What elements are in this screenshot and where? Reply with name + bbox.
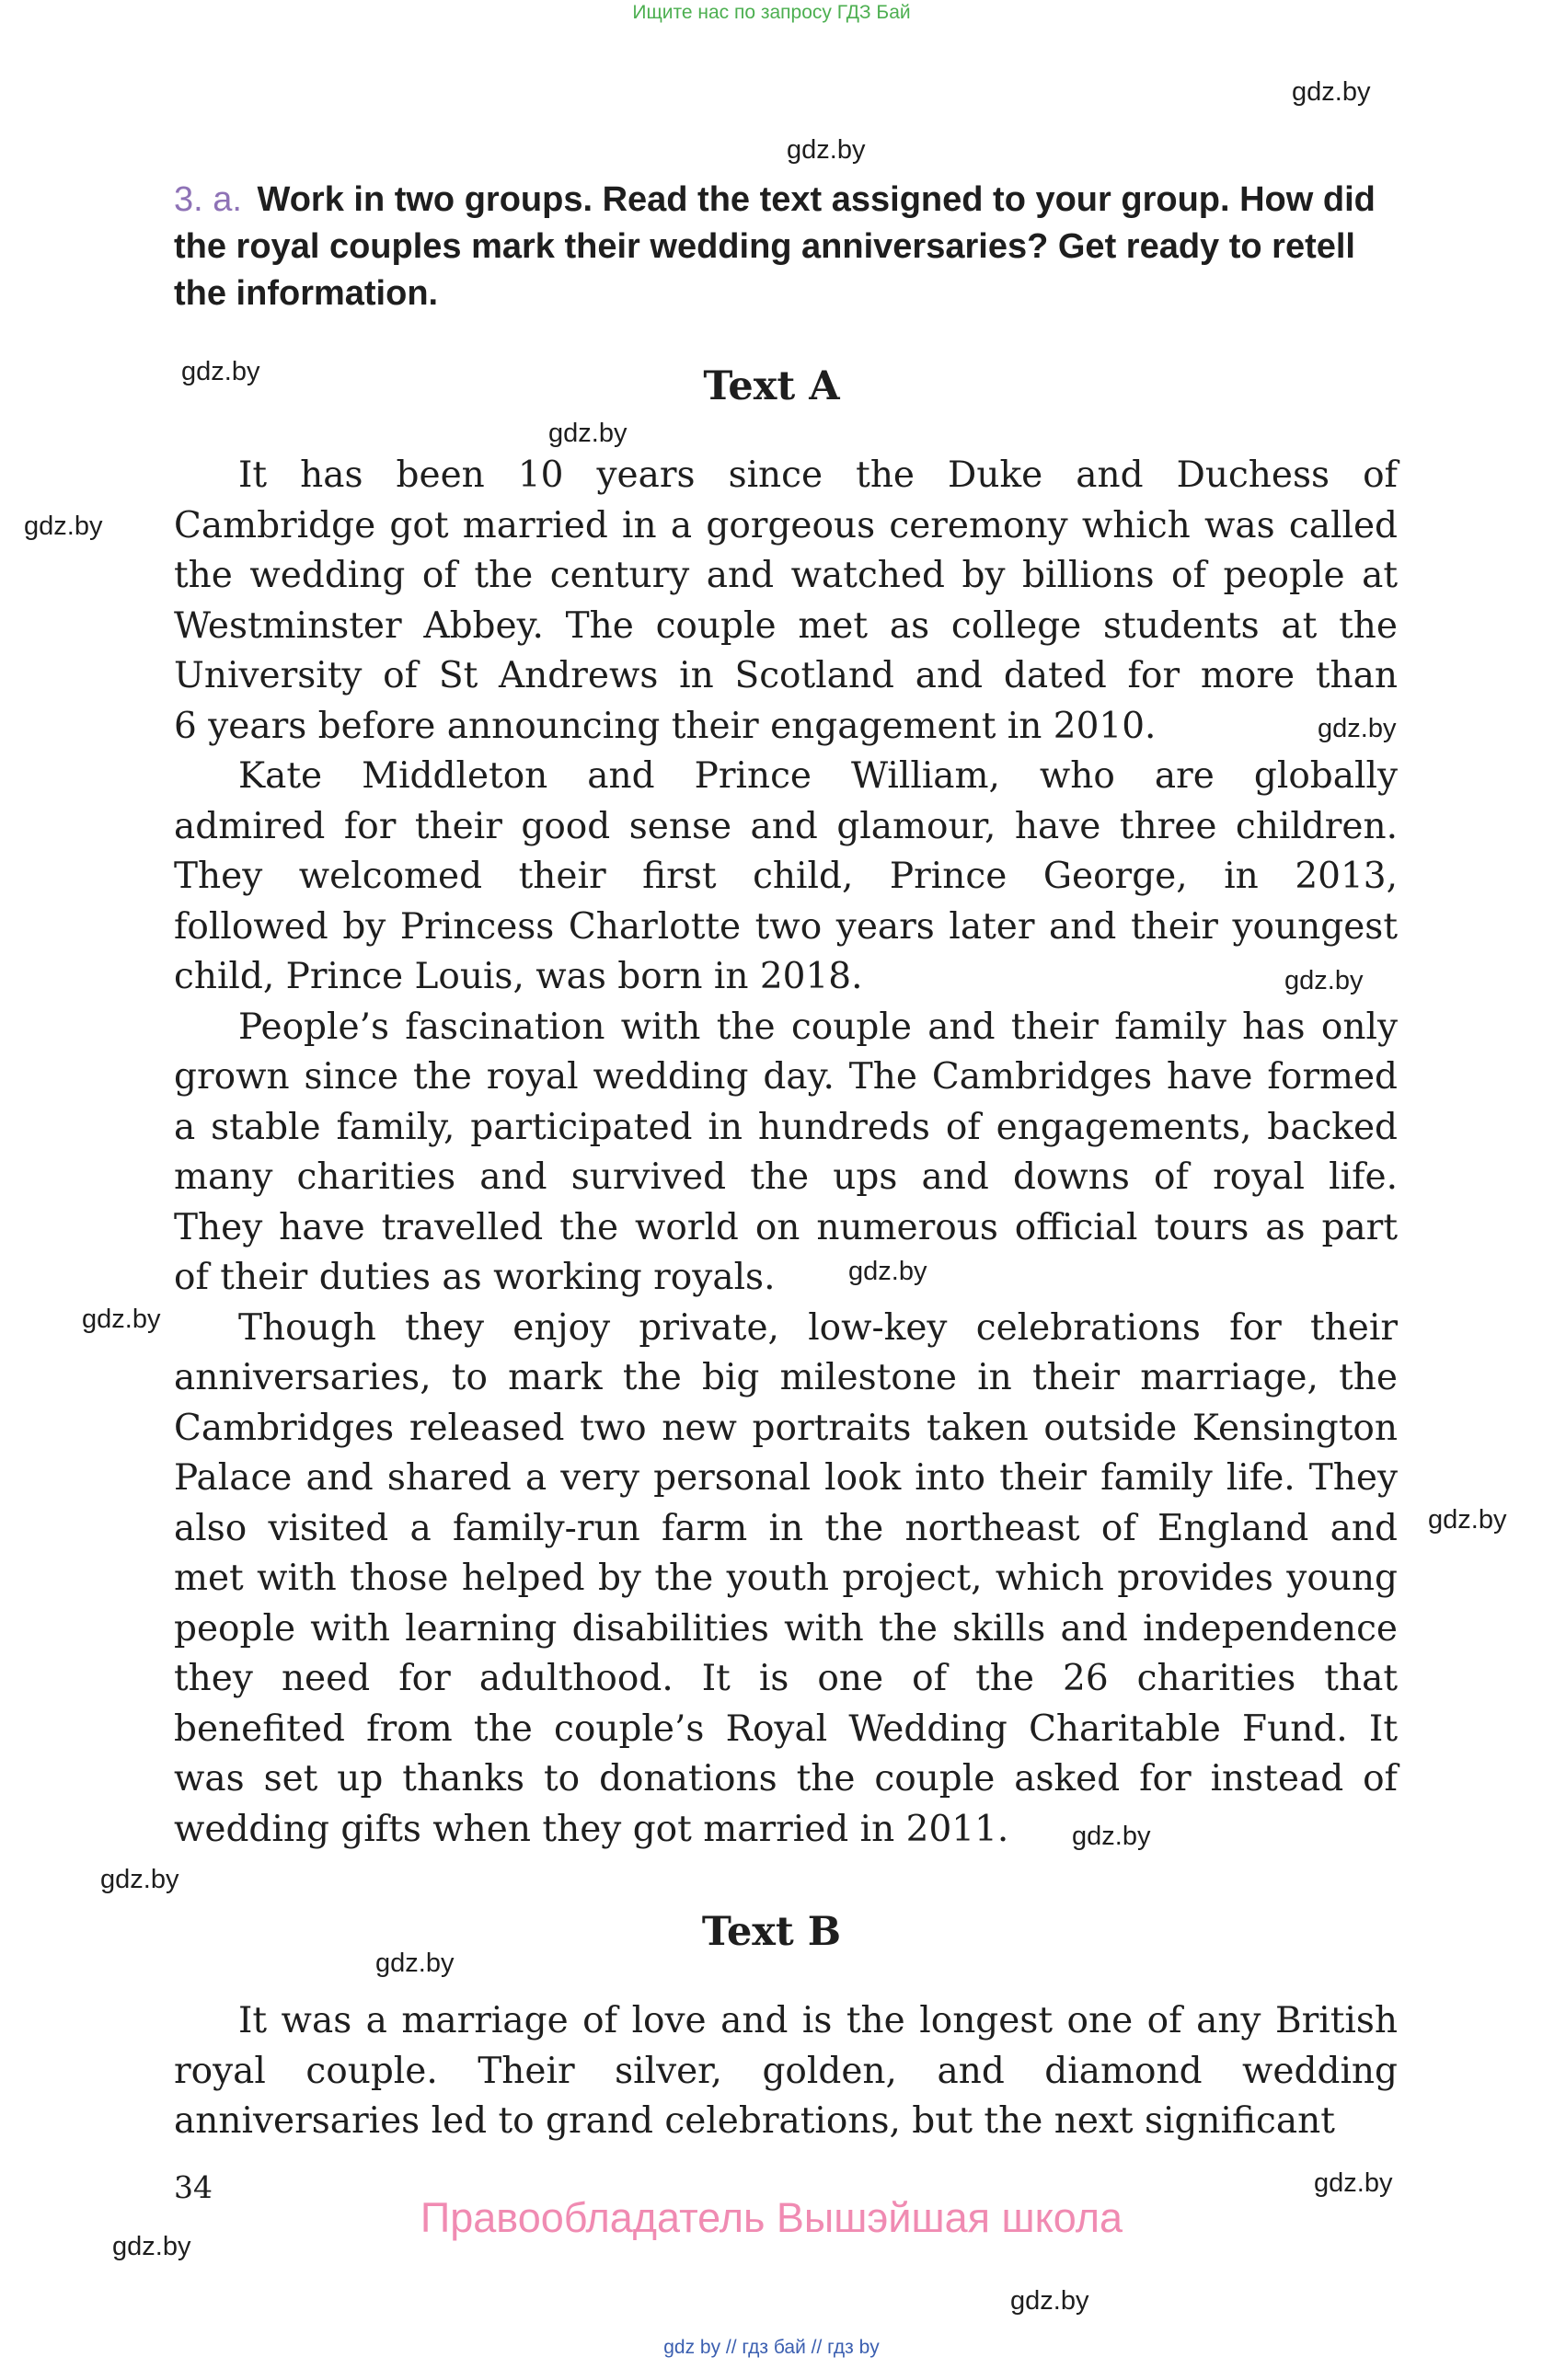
paragraph-line: child, Prince Louis, was born in 2018.: [174, 956, 863, 997]
text-a-body: [174, 451, 1398, 1855]
paragraph-line: Cambridges released two new portraits taken outside Kensington: [174, 1407, 1398, 1449]
paragraph-line: anniversaries led to grand celebrations, but the next significant: [174, 2100, 1335, 2142]
text-b-heading: Text B: [701, 1909, 842, 1955]
paragraph-line: admired for their good sense and glamour, have three children.: [174, 805, 1398, 847]
watermark: gdz.by: [24, 512, 103, 541]
watermark: gdz.by: [848, 1257, 927, 1286]
paragraph-line: Kate Middleton and Prince William, who are globally: [238, 755, 1398, 797]
paragraph-line: benefited from the couple’s Royal Wedding Charitable Fund. It: [174, 1707, 1398, 1750]
rights-holder: Правообладатель Вышэйшая школа: [420, 2194, 1123, 2241]
paragraph-line: anniversaries, to mark the big milestone in their marriage, the: [174, 1357, 1398, 1398]
paragraph-line: the wedding of the century and watched by billions of people at: [174, 555, 1398, 596]
text-b-body: [174, 1996, 1398, 2147]
page-number: 34: [174, 2169, 213, 2205]
watermark: gdz.by: [787, 135, 866, 165]
watermark: gdz.by: [82, 1305, 161, 1334]
watermark: gdz.by: [100, 1865, 179, 1894]
paragraph-line: Palace and shared a very personal look into their family life. They: [174, 1457, 1398, 1499]
paragraph-line: Though they enjoy private, low-key celebrations for their: [238, 1306, 1398, 1349]
paragraph-line: a stable family, participated in hundreds of engagements, backed: [174, 1106, 1398, 1148]
task-instruction: [174, 177, 1398, 317]
paragraph-line: It was a marriage of love and is the longest one of any British: [238, 2000, 1398, 2041]
paragraph-line: grown since the royal wedding day. The Cambridges have formed: [174, 1056, 1398, 1098]
paragraph-line: wedding gifts when they got married in 2011.: [174, 1808, 1009, 1850]
paragraph-line: They welcomed their first child, Prince George, in 2013,: [174, 856, 1398, 897]
paragraph-line: many charities and survived the ups and downs of royal life.: [174, 1156, 1398, 1198]
watermark: gdz.by: [548, 419, 628, 448]
paragraph-line: followed by Princess Charlotte two years later and their youngest: [174, 905, 1398, 948]
paragraph-line: met with those helped by the youth project, which provides young: [174, 1558, 1398, 1599]
paragraph-line: of their duties as working royals.: [174, 1257, 776, 1298]
watermark: gdz.by: [375, 1949, 455, 1978]
paragraph-line: also visited a family-run farm in the northeast of England and: [174, 1507, 1398, 1549]
paragraph-line: was set up thanks to donations the couple asked for instead of: [174, 1758, 1398, 1799]
paragraph-line: University of St Andrews in Scotland and dated for more than: [174, 655, 1398, 696]
text-a-heading: Text A: [703, 363, 840, 409]
watermark: gdz.by: [1292, 77, 1371, 107]
task-text: Work in two groups. Read the text assigned to your group. How did the royal couples mark their wedding anniversaries? Get ready to retell the information.: [174, 180, 1376, 313]
watermark: gdz.by: [1010, 2286, 1089, 2316]
paragraph-line: they need for adulthood. It is one of the 26 charities that: [174, 1658, 1398, 1699]
watermark: gdz.by: [1318, 714, 1397, 743]
paragraph-line: Cambridge got married in a gorgeous ceremony which was called: [174, 504, 1398, 546]
watermark: gdz.by: [1284, 966, 1364, 995]
watermark: gdz.by: [1072, 1822, 1151, 1851]
paragraph-line: royal couple. Their silver, golden, and diamond wedding: [174, 2050, 1398, 2092]
task-number: 3. a.: [174, 180, 242, 219]
watermark: gdz.by: [181, 357, 260, 386]
watermark: gdz.by: [112, 2232, 191, 2261]
footer-links[interactable]: gdz by // гдз бай // гдз by: [663, 2337, 880, 2358]
paragraph-line: They have travelled the world on numerous official tours as part: [174, 1206, 1398, 1248]
paragraph-line: It has been 10 years since the Duke and Duchess of: [238, 454, 1398, 496]
paragraph-line: 6 years before announcing their engagement in 2010.: [174, 705, 1157, 747]
paragraph-line: People’s fascination with the couple and their family has only: [238, 1006, 1398, 1048]
watermark: gdz.by: [1314, 2168, 1393, 2198]
paragraph-line: people with learning disabilities with the skills and independence: [174, 1607, 1398, 1650]
paragraph-line: Westminster Abbey. The couple met as college students at the: [174, 604, 1398, 647]
watermark: gdz.by: [1428, 1505, 1507, 1535]
top-banner[interactable]: Ищите нас по запросу ГДЗ Бай: [632, 2, 911, 23]
